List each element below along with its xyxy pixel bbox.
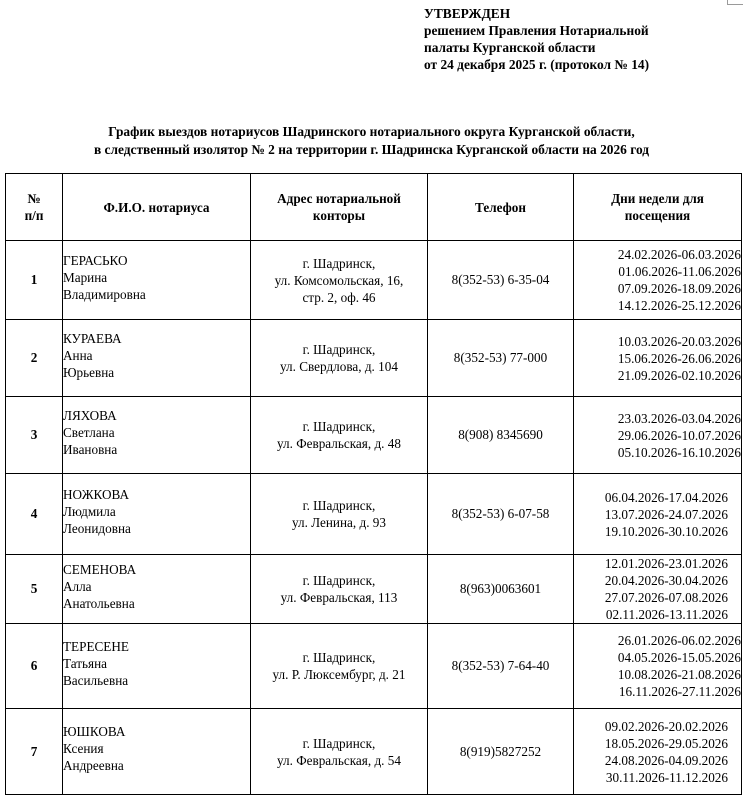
date-range: 23.03.2026-03.04.2026 — [617, 410, 741, 426]
notary-name — [63, 474, 251, 555]
date-range: 19.10.2026-30.10.2026 — [604, 523, 728, 539]
phone-number: 8(352-53) 6-35-04 — [428, 241, 574, 320]
phone-number: 8(352-53) 77-000 — [428, 320, 574, 397]
date-range: 27.07.2026-07.08.2026 — [604, 590, 728, 605]
approval-line: решением Правления Нотариальной — [424, 23, 649, 38]
surname: СЕМЕНОВА — [63, 561, 137, 577]
date-range: 06.04.2026-17.04.2026 — [604, 489, 728, 505]
address-line: ул. Свердлова, д. 104 — [280, 359, 398, 374]
header-name-line: Ф.И.О. нотариуса — [103, 199, 210, 215]
date-range: 01.06.2026-11.06.2026 — [618, 264, 741, 279]
address-line: г. Шадринск, — [302, 498, 376, 513]
approval-line: УТВЕРЖДЕН — [424, 6, 511, 21]
address-line: г. Шадринск, — [302, 342, 376, 357]
date-range: 24.08.2026-04.09.2026 — [604, 752, 728, 768]
header-num-line: № — [27, 191, 41, 206]
first-name: Анна — [63, 347, 93, 363]
row-number: 7 — [6, 709, 63, 795]
first-name: Людмила — [63, 503, 116, 519]
header-dates-line: Дни недели для — [611, 191, 704, 206]
address-line: г. Шадринск, — [302, 650, 376, 665]
date-range: 04.05.2026-15.05.2026 — [617, 650, 741, 665]
header-phone — [428, 174, 574, 241]
approval-line: от 24 декабря 2025 г. (протокол № 14) — [424, 57, 650, 72]
header-address-line: конторы — [312, 208, 366, 223]
surname: ТЕРЕСЕНЕ — [63, 638, 129, 654]
office-address — [251, 397, 428, 474]
date-range: 24.02.2026-06.03.2026 — [617, 247, 741, 262]
date-range: 10.03.2026-20.03.2026 — [617, 333, 741, 349]
date-range: 10.08.2026-21.08.2026 — [617, 667, 741, 682]
patronymic: Леонидовна — [63, 520, 131, 536]
table-row — [6, 474, 742, 555]
first-name: Татьяна — [63, 655, 107, 671]
notary-name — [63, 555, 251, 624]
header-num — [6, 174, 63, 241]
office-address — [251, 709, 428, 795]
notary-name — [63, 397, 251, 474]
date-range: 30.11.2026-11.12.2026 — [605, 769, 728, 785]
date-range: 15.06.2026-26.06.2026 — [617, 350, 741, 366]
row-number: 2 — [6, 320, 63, 397]
table-row — [6, 397, 742, 474]
date-range: 26.01.2026-06.02.2026 — [617, 633, 741, 648]
phone-number: 8(352-53) 7-64-40 — [428, 624, 574, 709]
office-address — [251, 474, 428, 555]
notary-name — [63, 241, 251, 320]
address-line: ул. Комсомольская, 16, — [274, 272, 404, 288]
table-row — [6, 709, 742, 795]
patronymic: Юрьевна — [63, 364, 115, 380]
row-number: 5 — [6, 555, 63, 624]
document-title — [0, 123, 743, 158]
phone-number: 8(908) 8345690 — [428, 397, 574, 474]
header-address-line: Адрес нотариальной — [277, 191, 401, 206]
date-range: 16.11.2026-27.11.2026 — [618, 684, 741, 699]
date-range: 13.07.2026-24.07.2026 — [604, 506, 728, 522]
date-range: 09.02.2026-20.02.2026 — [604, 718, 728, 734]
office-address — [251, 624, 428, 709]
office-address — [251, 555, 428, 624]
surname: КУРАЕВА — [63, 330, 122, 346]
address-line: ул. Р. Люксембург, д. 21 — [272, 667, 406, 682]
date-range: 14.12.2026-25.12.2026 — [617, 298, 741, 313]
notary-name — [63, 709, 251, 795]
visit-dates — [574, 241, 742, 320]
table-header-row — [6, 174, 742, 241]
approval-line: палаты Курганской области — [424, 40, 596, 55]
patronymic: Владимировна — [63, 286, 146, 302]
row-number: 6 — [6, 624, 63, 709]
date-range: 18.05.2026-29.05.2026 — [604, 735, 728, 751]
visit-dates — [574, 624, 742, 709]
patronymic: Ивановна — [63, 441, 118, 457]
patronymic: Васильевна — [63, 672, 129, 688]
row-number: 3 — [6, 397, 63, 474]
table-row — [6, 320, 742, 397]
date-range: 29.06.2026-10.07.2026 — [617, 427, 741, 443]
schedule-table — [5, 173, 742, 795]
address-line: стр. 2, оф. 46 — [302, 289, 376, 305]
patronymic: Анатольевна — [63, 595, 135, 611]
table-row — [6, 624, 742, 709]
phone-number: 8(919)5827252 — [428, 709, 574, 795]
visit-dates — [574, 555, 742, 624]
surname: ЮШКОВА — [63, 724, 126, 739]
address-line: ул. Ленина, д. 93 — [291, 515, 386, 530]
table-row — [6, 241, 742, 320]
phone-number: 8(352-53) 6-07-58 — [428, 474, 574, 555]
table-row — [6, 555, 742, 624]
page-corner-mark — [727, 0, 743, 5]
notary-name — [63, 320, 251, 397]
address-line: ул. Февральская, д. 48 — [277, 436, 401, 451]
visit-dates — [574, 320, 742, 397]
date-range: 20.04.2026-30.04.2026 — [604, 573, 728, 588]
row-number: 4 — [6, 474, 63, 555]
patronymic: Андреевна — [63, 758, 124, 773]
visit-dates — [574, 709, 742, 795]
first-name: Светлана — [63, 424, 115, 440]
notary-name — [63, 624, 251, 709]
title-line: График выездов нотариусов Шадринского нотариального округа Курганской области, — [108, 124, 635, 139]
header-address — [251, 174, 428, 241]
address-line: ул. Февральская, 113 — [280, 590, 398, 605]
phone-number: 8(963)0063601 — [428, 555, 574, 624]
surname: ЛЯХОВА — [63, 407, 117, 423]
first-name: Ксения — [63, 741, 104, 756]
title-line: в следственный изолятор № 2 на территории г. Шадринска Курганской области на 2026 год — [93, 141, 650, 157]
first-name: Марина — [63, 269, 108, 285]
surname: НОЖКОВА — [63, 486, 130, 502]
address-line: ул. Февральская, д. 54 — [277, 752, 401, 768]
address-line: г. Шадринск, — [302, 255, 376, 271]
approval-stamp — [424, 5, 649, 73]
row-number: 1 — [6, 241, 63, 320]
address-line: г. Шадринск, — [302, 573, 376, 588]
header-num-line: п/п — [24, 208, 44, 223]
address-line: г. Шадринск, — [302, 419, 376, 434]
date-range: 21.09.2026-02.10.2026 — [617, 367, 741, 383]
office-address — [251, 320, 428, 397]
office-address — [251, 241, 428, 320]
date-range: 05.10.2026-16.10.2026 — [617, 444, 741, 460]
date-range: 12.01.2026-23.01.2026 — [604, 556, 728, 571]
header-name — [63, 174, 251, 241]
header-dates-line: посещения — [624, 208, 691, 223]
date-range: 02.11.2026-13.11.2026 — [605, 607, 728, 622]
header-dates — [574, 174, 742, 241]
surname: ГЕРАСЬКО — [63, 252, 128, 268]
address-line: г. Шадринск, — [302, 735, 376, 751]
first-name: Алла — [63, 578, 92, 594]
visit-dates — [574, 397, 742, 474]
visit-dates — [574, 474, 742, 555]
header-phone-line: Телефон — [475, 199, 526, 215]
date-range: 07.09.2026-18.09.2026 — [617, 281, 741, 296]
